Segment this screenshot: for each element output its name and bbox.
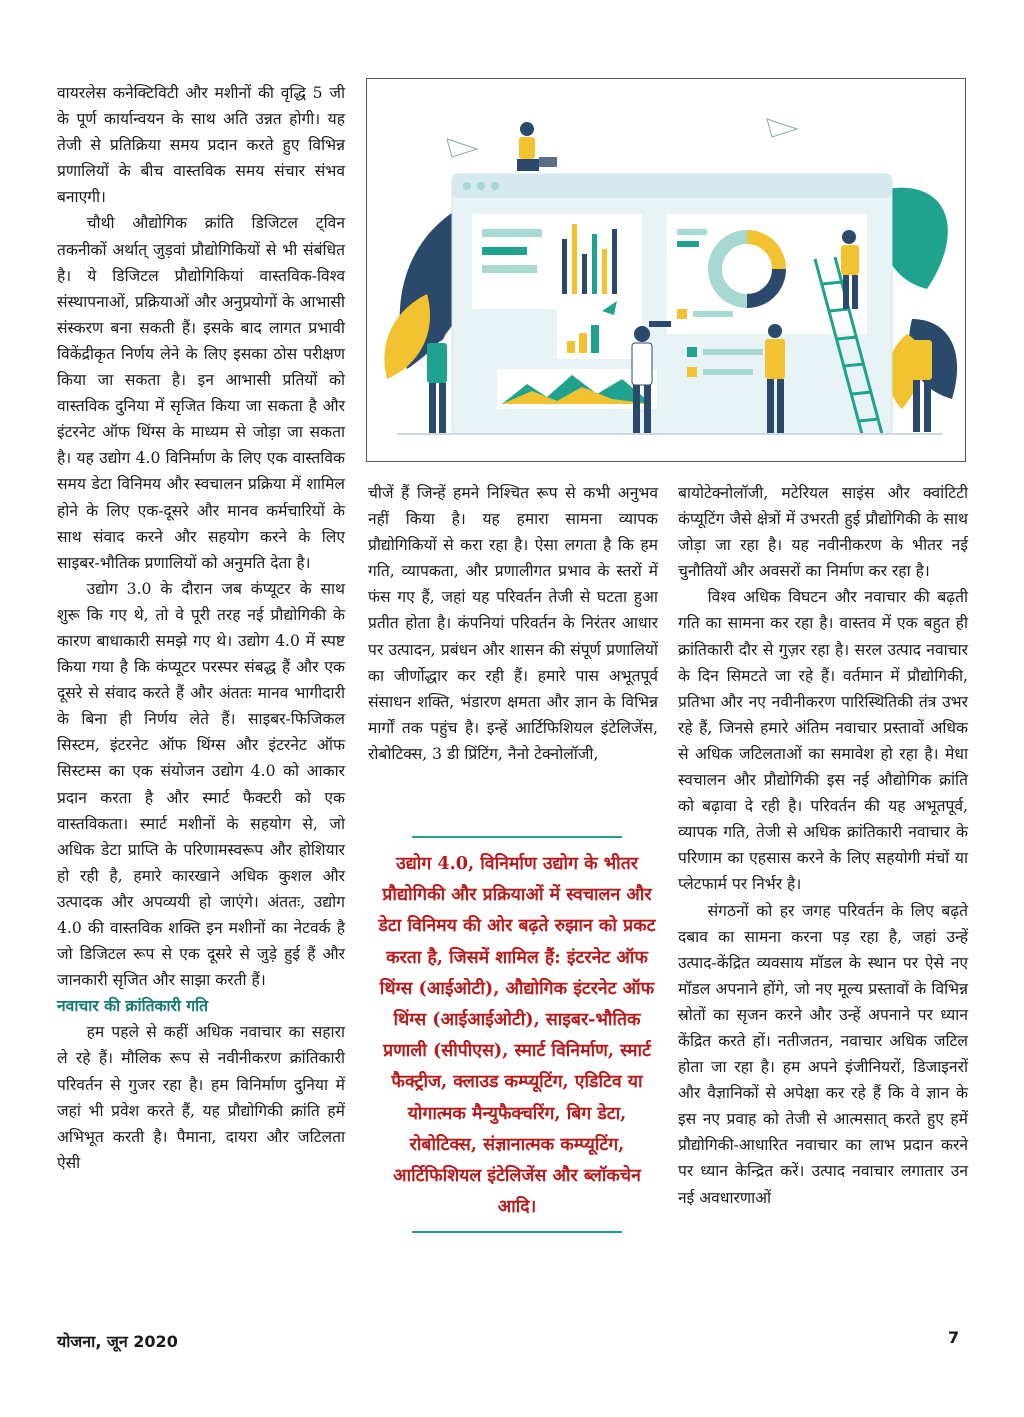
illustration-svg xyxy=(367,79,965,461)
magazine-footer: योजना, जून 2020 xyxy=(57,1332,178,1351)
paragraph: विश्व अधिक विघटन और नवाचार की बढ़ती गति का सामना कर रहा है। वास्तव में एक बहुत ही क्रांतिकारी दौर से गुज़र रहा है। सरल उत्पाद नवाचार के दिन सिमटते जा रहे हैं। वर्तमान में प्रौद्योगिकी, प्रतिभा और नए नवीनीकरण पारिस्थितिकी तंत्र उभर रहे हैं, जिनसे हमारे अंतिम नवाचार प्रस्तावों अधिक से अधिक जटिलताओं का समावेश हो रहा है। मेधा स्वचालन और प्रौद्योगिकी इस नई औद्योगिक क्रांति को बढ़ावा दे रही है। परिवर्तन की यह अभूतपूर्व, व्यापक गति, तेजी से अधिक क्रांतिकारी नवाचार के परिणाम का एहसास करने के लिए सहयोगी मंचों या प्लेटफार्म पर निर्भर है। xyxy=(678,588,968,894)
section-subheading: नवाचार की क्रांतिकारी गति xyxy=(57,996,209,1016)
right-column xyxy=(678,480,968,1211)
left-column xyxy=(57,80,345,1176)
industry-4-illustration xyxy=(366,78,966,462)
window-titlebar xyxy=(452,174,892,198)
paragraph: वायरलेस कनेक्टिविटी और मशीनों की वृद्धि 5 जी के पूर्ण कार्यान्वयन के साथ अति उन्नत होगी। यह तेजी से प्रतिक्रिया समय प्रदान करते हुए विभिन्न प्रणालियों के बीच वास्तविक समय संचार संभव बनाएगी। xyxy=(57,84,345,207)
pull-quote-text: उद्योग 4.0, विनिर्माण उद्योग के भीतर प्रौद्योगिकी और प्रक्रियाओं में स्वचालन और डेटा विनिमय की ओर बढ़ते रुझान को प्रकट करता है, जिसमें शामिल हैं: इंटरनेट ऑफ थिंग्स (आईओटी), औद्योगिक इंटरनेट ऑफ थिंग्स (आईआईओटी), साइबर-भौतिक प्रणाली (सीपीएस), स्मार्ट विनिर्माण, स्मार्ट फैक्ट्रीज, क्लाउड कम्प्यूटिंग, एडिटिव या योगात्मक मैन्युफैक्चरिंग, बिग डेटा, रोबोटिक्स, संज्ञानात्मक कम्प्यूटिंग, आर्टिफिशियल इंटेलिजेंस और ब्लॉकचेन आदि। xyxy=(378,853,656,1218)
paragraph: चीजें हैं जिन्हें हमने निश्चित रूप से कभी अनुभव नहीं किया है। यह हमारा सामना व्यापक प्रौद्योगिकियों से करा रहा है। ऐसा लगता है कि हम गति, व्यापकता, और प्रणालीगत प्रभाव के स्तरों में फंस गए हैं, जहां यह परिवर्तन तेजी से घटता हुआ प्रतीत होता है। कंपनियां परिवर्तन के निरंतर आधार पर उत्पादन, प्रबंधन और शासन की संपूर्ण प्रणालियों का जीर्णोद्धार कर रही हैं। हमारे पास अभूतपूर्व संसाधन शक्ति, भंडारण क्षमता और ज्ञान के विभिन्न मार्गों तक पहुंच है। इन्हें आर्टिफिशियल इंटेलिजेंस, रोबोटिक्स, 3 डी प्रिंटिंग, नैनो टेक्नोलॉजी, xyxy=(368,484,658,763)
page-number: 7 xyxy=(948,1328,960,1347)
paper-plane-icon xyxy=(447,139,477,157)
paragraph: हम पहले से कहीं अधिक नवाचार का सहारा ले रहे हैं। मौलिक रूप से नवीनीकरण क्रांतिकारी परिवर्तन से गुजर रहा है। हम विनिर्माण दुनिया में जहां भी प्रवेश करते हैं, यह प्रौद्योगिकी क्रांति हमें अभिभूत करती है। पैमाना, दायरा और जटिलता ऐसी xyxy=(57,1023,345,1172)
divider xyxy=(412,836,622,838)
divider xyxy=(412,1231,622,1233)
person-on-laptop xyxy=(517,122,557,171)
pull-quote xyxy=(372,836,662,1233)
middle-column xyxy=(368,480,658,767)
paragraph: चौथी औद्योगिक क्रांति डिजिटल ट्विन तकनीकों अर्थात् जुड़वां प्रौद्योगिकियों से भी संबंधित है। ये डिजिटल प्रौद्योगिकियां वास्तविक-विश्व संस्थापनाओं, प्रक्रियाओं और अनुप्रयोगों के आभासी संस्करण बना सकती हैं। इसके बाद लागत प्रभावी विकेंद्रीकृत निर्णय लेने के लिए इसका ठोस परीक्षण किया जा सकता है। इन आभासी प्रतियों को वास्तविक दुनिया में सृजित किया जा सकता है और इंटरनेट ऑफ थिंग्स के माध्यम से जोड़ा जा सकता है। यह उद्योग 4.0 विनिर्माण के लिए एक वास्तविक समय डेटा विनिमय और स्वचालन प्रक्रिया में शामिल होने के लिए एक-दूसरे और मानव कर्मचारियों के साथ संवाद करने और सहयोग करने के लिए साइबर-भौतिक प्रणालियों को अनुमति देता है। xyxy=(57,214,345,572)
paragraph: उद्योग 3.0 के दौरान जब कंप्यूटर के साथ शुरू कि गए थे, तो वे पूरी तरह नई प्रौद्योगिकी के कारण बाधाकारी समझे गए थे। उद्योग 4.0 में स्पष्ट किया गया है कि कंप्यूटर परस्पर संबद्ध हैं और एक दूसरे से संवाद करते हैं और अंततः मानव भागीदारी के बिना ही निर्णय लेते हैं। साइबर-फिजिकल सिस्टम, इंटरनेट ऑफ थिंग्स और इंटरनेट ऑफ सिस्टम्स का एक संयोजन उद्योग 4.0 को आकार प्रदान करता है और स्मार्ट फैक्टरी को एक वास्तविकता। स्मार्ट मशीनों के सहयोग से, जो अधिक डेटा प्राप्ति के परिणामस्वरूप और होशियार हो रही है, हमारे कारखाने अधिक कुशल और उत्पादक और अपव्ययी हो जाएंगे। अंततः, उद्योग 4.0 की वास्तविक शक्ति इन मशीनों का नेटवर्क है जो डिजिटल रूप से एक दूसरे से जुड़े हुई हैं और जानकारी सृजित और साझा करती हैं। xyxy=(57,579,345,990)
paragraph: बायोटेक्नोलॉजी, मटेरियल साइंस और क्वांटिटी कंप्यूटिंग जैसे क्षेत्रों में उभरती हुई प्रौद्योगिकी के साथ जोड़ा जा रहा है। यह नवीनीकरण के भीतर नई चुनौतियों और अवसरों का निर्माण कर रहा है। xyxy=(678,484,968,581)
paragraph: संगठनों को हर जगह परिवर्तन के लिए बढ़ते दबाव का सामना करना पड़ रहा है, जहां उन्हें उत्पाद-केंद्रित व्यवसाय मॉडल के स्थान पर ऐसे नए मॉडल अपनाने होंगे, जो नए मूल्य प्रस्तावों के विभिन्न स्रोतों का सृजन करने और उन्हें अपनाने पर ध्यान केंद्रित करते हों। नतीजतन, नवाचार अधिक जटिल होता जा रहा है। हम अपने इंजीनियरों, डिजाइनरों और वैज्ञानिकों से अपेक्षा कर रहे हैं कि वे ज्ञान के इस नए प्रवाह को तेजी से आत्मसात् करते हुए हमें प्रौद्योगिकी-आधारित नवाचार का लाभ प्रदान करने पर ध्यान केन्द्रित करें। उत्पाद नवाचार लगातार उन नई अवधारणाओं xyxy=(678,901,968,1207)
paper-plane-icon xyxy=(767,119,797,137)
